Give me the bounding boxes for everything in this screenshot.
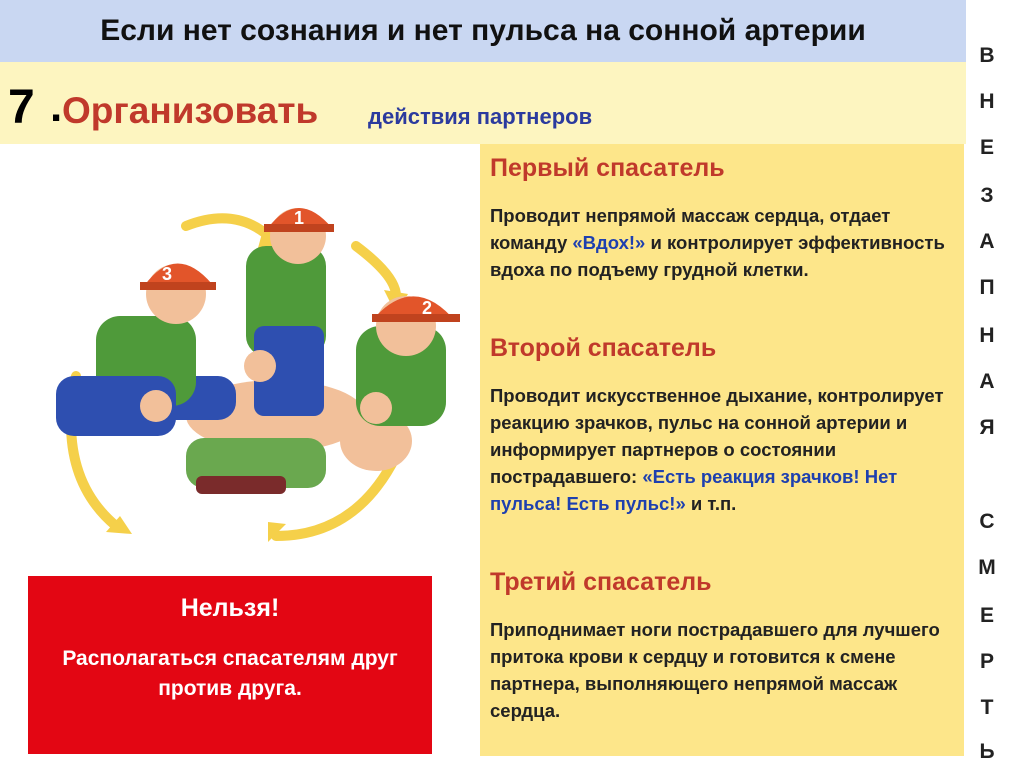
badge-3: 3 <box>162 264 173 284</box>
vertical-letter: Ь <box>979 740 995 763</box>
step-action: Организовать <box>62 90 319 131</box>
command-highlight: «Вдох!» <box>572 232 646 253</box>
step-dot: . <box>50 82 63 131</box>
page-title: Если нет сознания и нет пульса на сонной артерии <box>100 14 866 47</box>
role-text-second: Проводит искусственное дыхание, контролирует реакцию зрачков, пульс на сонной артерии и информирует партнеров о состоянии пострадавшего: «Есть реакция зрачков! Нет пульса! Есть пульс!» и т.п. <box>490 385 944 514</box>
role-title-first: Первый спасатель <box>490 154 725 182</box>
rescuer-2 <box>356 296 460 426</box>
badge-1: 1 <box>294 208 305 228</box>
vertical-letter: А <box>979 230 995 253</box>
vertical-letter: Р <box>979 650 994 673</box>
step-number: 7 <box>8 81 35 134</box>
warning-title: Нельзя! <box>180 594 280 622</box>
step-subtitle: действия партнеров <box>368 104 593 129</box>
warning-text: Располагаться спасателям друг против друга. <box>62 647 398 700</box>
vertical-letter: С <box>979 510 995 533</box>
vertical-letter: Е <box>979 604 994 627</box>
badge-2: 2 <box>422 298 433 318</box>
vertical-letter: З <box>980 184 994 207</box>
vertical-letter: Я <box>979 416 995 439</box>
role-title-second: Второй спасатель <box>490 334 717 362</box>
command-highlight: «Есть реакция зрачков! Нет пульса! Есть пульс!» <box>490 466 898 514</box>
vertical-letter: П <box>979 276 995 299</box>
vertical-letter: А <box>979 370 995 393</box>
rescuer-1 <box>244 208 334 416</box>
vertical-letter: Н <box>979 90 995 113</box>
role-title-third: Третий спасатель <box>490 568 712 596</box>
rescuers-illustration <box>36 176 476 552</box>
role-text-first: Проводит непрямой массаж сердца, отдает команду «Вдох!» и контролирует эффективность вдоха по подъему грудной клетки. <box>490 205 945 280</box>
vertical-letter: М <box>978 556 996 579</box>
vertical-letter: В <box>979 44 995 67</box>
role-text-third: Приподнимает ноги пострадавшего для лучшего притока крови к сердцу и готовится к смене партнера, выполняющего непрямой массаж сердца. <box>490 619 940 721</box>
vertical-letter: Н <box>979 324 995 347</box>
vertical-letter: Т <box>980 696 994 719</box>
vertical-letter: Е <box>979 136 994 159</box>
